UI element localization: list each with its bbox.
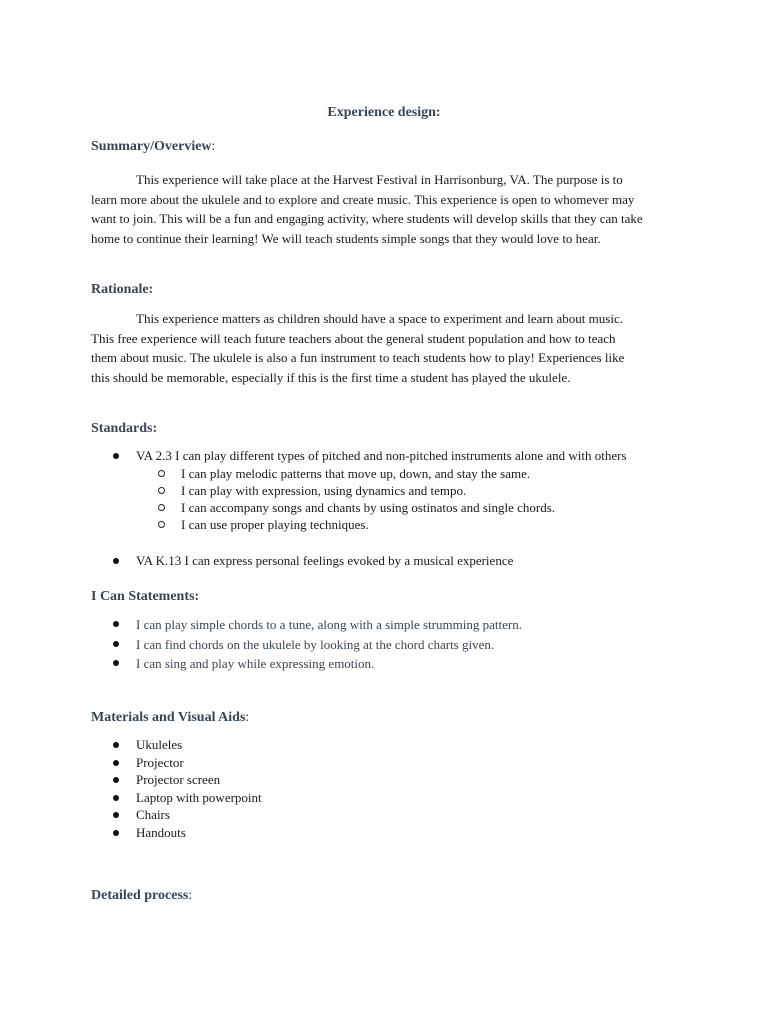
material-text: Chairs bbox=[136, 807, 170, 823]
bullet-icon bbox=[113, 621, 119, 627]
i-can-heading: I Can Statements: bbox=[91, 589, 200, 604]
list-item bbox=[91, 615, 522, 635]
materials-list bbox=[91, 736, 262, 842]
bullet-icon bbox=[113, 812, 119, 818]
standards-sub-list bbox=[136, 465, 627, 533]
material-text: Projector screen bbox=[136, 772, 221, 788]
material-text: Ukuleles bbox=[136, 737, 183, 752]
page-title: Experience design: bbox=[327, 105, 441, 120]
list-item bbox=[136, 499, 627, 516]
summary-heading bbox=[91, 139, 215, 155]
bullet-icon bbox=[113, 742, 119, 748]
materials-heading-colon: : bbox=[245, 710, 250, 725]
circle-bullet-icon bbox=[158, 504, 165, 511]
summary-heading-colon: : bbox=[211, 139, 216, 154]
sub-item-text: I can accompany songs and chants by using ostinatos and single chords. bbox=[181, 500, 556, 515]
summary-line: home to continue their learning! We will teach students simple songs that they would love to hear. bbox=[91, 230, 601, 246]
list-item bbox=[91, 654, 522, 674]
summary-paragraph bbox=[91, 170, 683, 248]
list-item bbox=[91, 806, 262, 824]
i-can-list bbox=[91, 615, 522, 674]
list-item bbox=[91, 447, 627, 533]
summary-line: want to join. This will be a fun and engaging activity, where students will develop skills that they can take bbox=[91, 211, 643, 226]
list-item bbox=[91, 635, 522, 655]
rationale-line: This free experience will teach future teachers about the general student population and how to teach bbox=[91, 330, 616, 346]
standards-list bbox=[91, 447, 627, 533]
list-item bbox=[91, 552, 513, 570]
materials-heading-text: Materials and Visual Aids bbox=[91, 710, 246, 725]
standards-list-2 bbox=[91, 552, 513, 570]
material-text: Laptop with powerpoint bbox=[136, 789, 262, 805]
bullet-icon bbox=[113, 641, 119, 647]
bullet-icon bbox=[113, 660, 119, 666]
list-item bbox=[91, 789, 262, 807]
standards-heading: Standards: bbox=[91, 421, 158, 436]
bullet-icon bbox=[113, 760, 119, 766]
material-text: Projector bbox=[136, 754, 184, 770]
list-item bbox=[91, 736, 262, 754]
detailed-process-heading bbox=[91, 888, 192, 904]
summary-line: learn more about the ukulele and to explore and create music. This experience is open to whomever may bbox=[91, 191, 635, 207]
bullet-icon bbox=[113, 558, 119, 564]
list-item bbox=[136, 465, 627, 482]
bullet-icon bbox=[113, 777, 119, 783]
summary-heading-text: Summary/Overview bbox=[91, 139, 212, 154]
list-item bbox=[136, 482, 627, 499]
circle-bullet-icon bbox=[158, 470, 165, 477]
sub-item-text: I can use proper playing techniques. bbox=[181, 517, 369, 532]
detailed-heading-text: Detailed process bbox=[91, 888, 189, 903]
standard-va-k-13: VA K.13 I can express personal feelings evoked by a musical experience bbox=[136, 553, 514, 568]
rationale-line: this should be memorable, especially if this is the first time a student has played the ukulele. bbox=[91, 369, 571, 385]
i-can-text: I can play simple chords to a tune, along with a simple strumming pattern. bbox=[136, 617, 522, 632]
bullet-icon bbox=[113, 830, 119, 836]
i-can-text: I can find chords on the ukulele by looking at the chord charts given. bbox=[136, 636, 495, 652]
rationale-heading: Rationale: bbox=[91, 282, 154, 297]
list-item bbox=[91, 754, 262, 772]
list-item bbox=[91, 824, 262, 842]
i-can-text: I can sing and play while expressing emotion. bbox=[136, 656, 375, 671]
sub-item-text: I can play melodic patterns that move up, down, and stay the same. bbox=[181, 466, 531, 481]
standard-va-2-3: VA 2.3 I can play different types of pitched and non-pitched instruments alone and with others bbox=[136, 448, 627, 463]
rationale-paragraph bbox=[91, 309, 683, 387]
circle-bullet-icon bbox=[158, 521, 165, 528]
list-item bbox=[91, 771, 262, 789]
circle-bullet-icon bbox=[158, 487, 165, 494]
material-text: Handouts bbox=[136, 824, 186, 840]
bullet-icon bbox=[113, 453, 119, 459]
rationale-line: This experience matters as children should have a space to experiment and learn about music. bbox=[136, 311, 623, 326]
list-item bbox=[136, 516, 627, 533]
materials-heading bbox=[91, 710, 249, 726]
bullet-icon bbox=[113, 795, 119, 801]
sub-item-text: I can play with expression, using dynamics and tempo. bbox=[181, 483, 467, 498]
detailed-heading-colon: : bbox=[188, 888, 193, 903]
summary-line: This experience will take place at the Harvest Festival in Harrisonburg, VA. The purpose is to bbox=[136, 172, 623, 187]
rationale-line: them about music. The ukulele is also a fun instrument to teach students how to play! Experiences like bbox=[91, 350, 625, 365]
